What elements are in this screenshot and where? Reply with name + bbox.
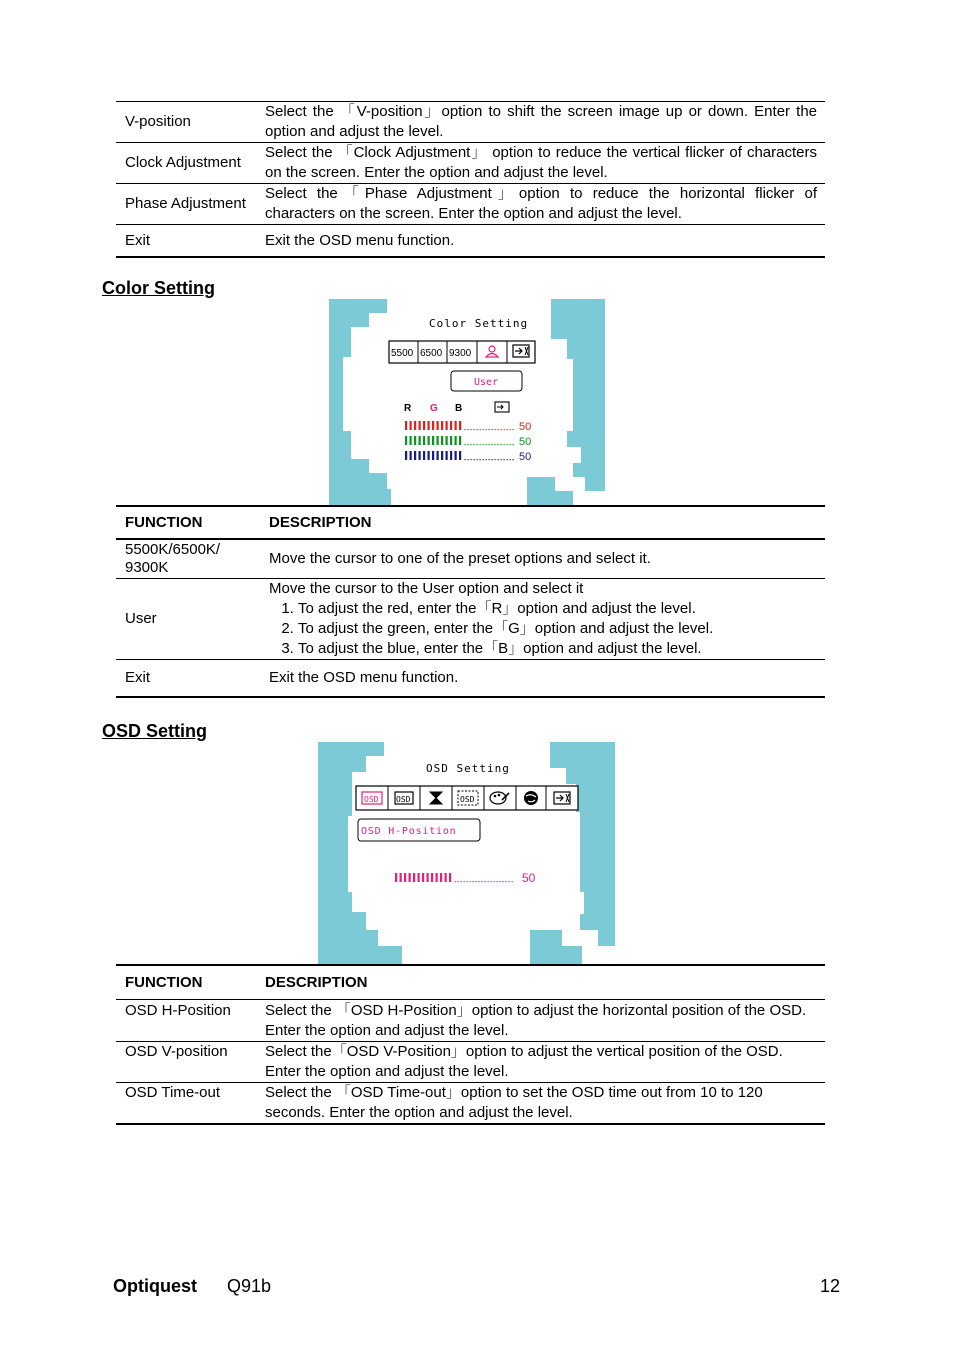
level-tick <box>404 873 406 882</box>
level-tick <box>410 421 412 430</box>
page-number: 12 <box>820 1276 841 1296</box>
footer-model: Q91b <box>227 1276 272 1296</box>
level-dot <box>480 444 481 445</box>
level-dot <box>473 881 474 882</box>
function-name: OSD Time-out <box>116 1083 256 1125</box>
level-tick <box>455 451 457 460</box>
blue-level-value: 50 <box>519 451 532 463</box>
color-setting-osd-screenshot <box>329 299 605 505</box>
level-tick <box>432 421 434 430</box>
level-dot <box>477 444 478 445</box>
osd-title: OSD Setting <box>426 762 510 775</box>
level-dot <box>465 444 466 445</box>
user-steps <box>269 599 817 659</box>
function-description: Exit the OSD menu function. <box>256 660 825 698</box>
level-dot <box>507 429 508 430</box>
table-row <box>116 102 825 143</box>
function-name: User <box>116 579 256 660</box>
table-row <box>116 143 825 184</box>
level-dot <box>480 429 481 430</box>
level-dot <box>455 881 456 882</box>
function-name: Exit <box>116 660 256 698</box>
level-tick <box>405 421 407 430</box>
level-tick <box>440 873 442 882</box>
level-dot <box>498 459 499 460</box>
level-dot <box>468 444 469 445</box>
level-tick <box>410 451 412 460</box>
level-tick <box>445 873 447 882</box>
level-tick <box>405 451 407 460</box>
level-tick <box>450 436 452 445</box>
level-tick <box>413 873 415 882</box>
level-tick <box>446 451 448 460</box>
level-dot <box>467 881 468 882</box>
list-item: 3. To adjust the blue, enter the「B」option and adjust the level. <box>298 639 817 659</box>
green-level-value: 50 <box>519 436 532 448</box>
level-dot <box>510 459 511 460</box>
table-row <box>116 184 825 225</box>
b-label: B <box>455 403 463 414</box>
level-dot <box>486 459 487 460</box>
function-description: Select the「Phase Adjustment」option to reduce the horizontal flicker of characters on the screen. Enter the option and adjust the level. <box>256 184 825 225</box>
level-tick <box>405 436 407 445</box>
level-dot <box>485 881 486 882</box>
level-tick <box>414 436 416 445</box>
level-tick <box>441 421 443 430</box>
selected-option-label: OSD H-Position <box>361 826 457 837</box>
level-dot <box>509 881 510 882</box>
level-dot <box>474 444 475 445</box>
level-tick <box>437 421 439 430</box>
function-name: V-position <box>116 102 256 143</box>
level-tick <box>437 451 439 460</box>
function-name: OSD V-position <box>116 1042 256 1083</box>
osd-level-value: 50 <box>522 871 536 885</box>
preset-9300: 9300 <box>449 348 472 359</box>
level-tick <box>409 873 411 882</box>
header-function: FUNCTION <box>116 965 256 1000</box>
level-dot <box>500 881 501 882</box>
function-description: Exit the OSD menu function. <box>256 225 825 258</box>
level-dot <box>468 429 469 430</box>
level-tick <box>459 451 461 460</box>
function-description: Select the 「OSD H-Position」option to adjust the horizontal position of the OSD. Enter the option and adjust the level. <box>265 1002 807 1039</box>
level-dot <box>494 881 495 882</box>
level-dot <box>501 444 502 445</box>
level-dot <box>480 459 481 460</box>
level-tick <box>449 873 451 882</box>
level-tick <box>455 421 457 430</box>
level-dot <box>492 444 493 445</box>
level-tick <box>419 451 421 460</box>
level-tick <box>423 451 425 460</box>
function-name: Phase Adjustment <box>116 184 256 225</box>
level-dot <box>501 429 502 430</box>
geometry-function-table <box>116 101 825 258</box>
level-tick <box>432 436 434 445</box>
level-dot <box>476 881 477 882</box>
level-dot <box>497 881 498 882</box>
level-tick <box>450 451 452 460</box>
level-dot <box>489 429 490 430</box>
table-row <box>116 1000 825 1042</box>
function-description: Move the cursor to one of the preset options and select it. <box>269 550 651 567</box>
footer-brand: Optiquest <box>113 1276 197 1296</box>
table-row <box>116 539 825 579</box>
list-item: 2. To adjust the green, enter the「G」option and adjust the level. <box>298 619 817 639</box>
level-tick <box>419 436 421 445</box>
level-dot <box>513 459 514 460</box>
level-dot <box>474 459 475 460</box>
svg-text:OSD: OSD <box>460 795 475 804</box>
svg-text:OSD: OSD <box>396 795 411 804</box>
function-description: Select the「OSD V-Position」option to adjust the vertical position of the OSD. Enter the option and adjust the level. <box>256 1042 825 1083</box>
color-setting-heading: Color Setting <box>102 278 215 298</box>
level-tick <box>436 873 438 882</box>
level-dot <box>477 459 478 460</box>
table-header-row <box>116 965 825 1000</box>
level-tick <box>414 451 416 460</box>
level-dot <box>495 429 496 430</box>
level-dot <box>495 459 496 460</box>
level-dot <box>498 429 499 430</box>
level-tick <box>455 436 457 445</box>
level-tick <box>427 873 429 882</box>
table-row <box>116 1042 825 1083</box>
preset-6500: 6500 <box>420 348 443 359</box>
osd-setting-osd-screenshot <box>318 742 615 964</box>
user-intro: Move the cursor to the User option and select it <box>269 580 584 597</box>
level-dot <box>510 444 511 445</box>
level-dot <box>464 881 465 882</box>
level-dot <box>504 429 505 430</box>
level-tick <box>441 436 443 445</box>
g-label: G <box>430 403 438 414</box>
table-row <box>116 660 825 698</box>
level-dot <box>504 444 505 445</box>
level-tick <box>423 436 425 445</box>
level-tick <box>428 451 430 460</box>
level-dot <box>507 459 508 460</box>
table-row <box>116 579 825 660</box>
level-dot <box>488 881 489 882</box>
level-dot <box>482 881 483 882</box>
level-tick <box>410 436 412 445</box>
osd-setting-heading: OSD Setting <box>102 721 208 741</box>
level-dot <box>489 444 490 445</box>
level-tick <box>423 421 425 430</box>
level-tick <box>419 421 421 430</box>
level-dot <box>492 459 493 460</box>
level-dot <box>489 459 490 460</box>
selected-option-label: User <box>474 377 499 388</box>
preset-5500: 5500 <box>391 348 414 359</box>
level-tick <box>432 451 434 460</box>
level-tick <box>437 436 439 445</box>
level-dot <box>471 429 472 430</box>
level-dot <box>471 459 472 460</box>
level-dot <box>504 459 505 460</box>
level-tick <box>414 421 416 430</box>
level-dot <box>507 444 508 445</box>
level-tick <box>446 421 448 430</box>
level-tick <box>400 873 402 882</box>
header-description: DESCRIPTION <box>256 965 825 1000</box>
r-label: R <box>404 403 412 414</box>
svg-text:OSD: OSD <box>364 795 379 804</box>
level-dot <box>510 429 511 430</box>
globe-icon <box>524 791 538 805</box>
header-description: DESCRIPTION <box>256 506 825 539</box>
table-row <box>116 225 825 258</box>
function-name: Clock Adjustment <box>116 143 256 184</box>
level-dot <box>503 881 504 882</box>
osd-setting-table <box>116 964 825 1125</box>
level-dot <box>474 429 475 430</box>
level-dot <box>486 444 487 445</box>
function-description: Select the 「V-position」option to shift the screen image up or down. Enter the option and adjust the level. <box>256 102 825 143</box>
table-row <box>116 1083 825 1125</box>
level-dot <box>461 881 462 882</box>
osd-title: Color Setting <box>429 317 529 330</box>
level-dot <box>458 881 459 882</box>
function-name: Exit <box>116 225 256 258</box>
level-dot <box>506 881 507 882</box>
function-description: Select the 「Clock Adjustment」 option to reduce the vertical flicker of characters on the screen. Enter the option and adjust the level. <box>256 143 825 184</box>
level-dot <box>465 429 466 430</box>
table-header-row <box>116 506 825 539</box>
level-tick <box>428 421 430 430</box>
level-dot <box>483 429 484 430</box>
level-dot <box>471 444 472 445</box>
level-tick <box>441 451 443 460</box>
level-dot <box>513 444 514 445</box>
red-level-value: 50 <box>519 421 532 433</box>
level-dot <box>512 881 513 882</box>
level-tick <box>446 436 448 445</box>
function-name: 5500K/6500K/ 9300K <box>125 541 221 576</box>
level-tick <box>459 421 461 430</box>
level-tick <box>450 421 452 430</box>
level-dot <box>486 429 487 430</box>
color-setting-table <box>116 505 825 698</box>
header-function: FUNCTION <box>116 506 256 539</box>
level-dot <box>483 444 484 445</box>
level-dot <box>501 459 502 460</box>
function-description: Select the 「OSD Time-out」option to set the OSD time out from 10 to 120 seconds. Enter the option and adjust the level. <box>256 1083 825 1125</box>
level-dot <box>465 459 466 460</box>
level-dot <box>498 444 499 445</box>
level-dot <box>491 881 492 882</box>
level-dot <box>495 444 496 445</box>
level-dot <box>470 881 471 882</box>
function-description <box>256 579 825 660</box>
level-dot <box>477 429 478 430</box>
level-tick <box>422 873 424 882</box>
level-tick <box>395 873 397 882</box>
level-dot <box>479 881 480 882</box>
level-dot <box>513 429 514 430</box>
level-tick <box>428 436 430 445</box>
level-dot <box>483 459 484 460</box>
list-item: 1. To adjust the red, enter the「R」option and adjust the level. <box>298 599 817 619</box>
level-tick <box>459 436 461 445</box>
level-dot <box>468 459 469 460</box>
function-name: OSD H-Position <box>125 1002 231 1019</box>
level-dot <box>492 429 493 430</box>
level-tick <box>418 873 420 882</box>
level-tick <box>431 873 433 882</box>
